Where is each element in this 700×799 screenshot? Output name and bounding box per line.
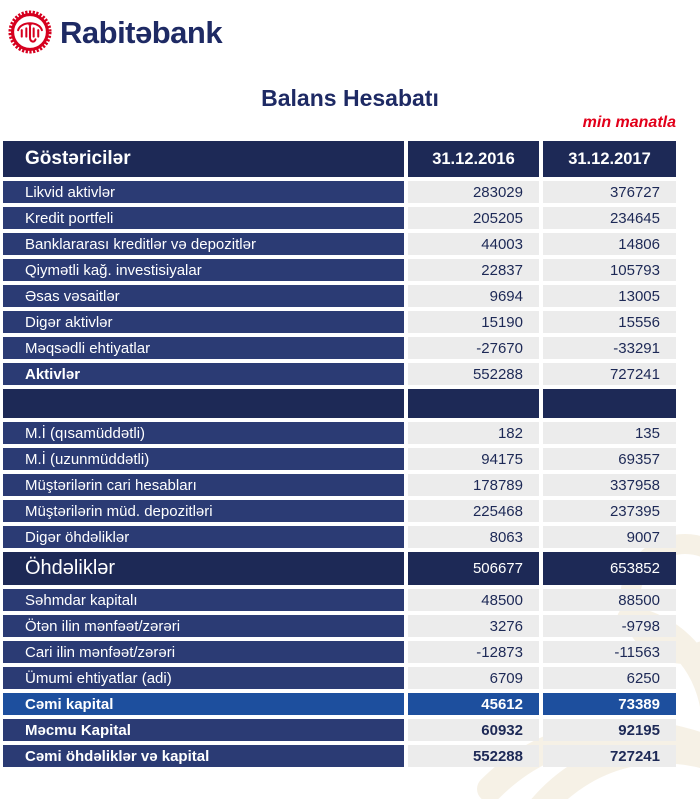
value-2016: 44003 (408, 233, 539, 255)
value-2016: -27670 (408, 337, 539, 359)
row-label: Digər aktivlər (3, 311, 404, 333)
value-2017: 337958 (543, 474, 676, 496)
value-2016: 48500 (408, 589, 539, 611)
value-2017: -11563 (543, 641, 676, 663)
value-2016: 8063 (408, 526, 539, 548)
value-2017: -9798 (543, 615, 676, 637)
row-label: M.İ (qısamüddətli) (3, 422, 404, 444)
value-2016: 15190 (408, 311, 539, 333)
brand-wordmark: Rabitəbank (60, 14, 223, 50)
row-label: Qiymətli kağ. investisiyalar (3, 259, 404, 281)
value-2016 (408, 389, 539, 418)
value-2016: 45612 (408, 693, 539, 715)
value-2017: 13005 (543, 285, 676, 307)
value-2016: 178789 (408, 474, 539, 496)
value-2016: 3276 (408, 615, 539, 637)
value-2017: 6250 (543, 667, 676, 689)
value-2017 (543, 389, 676, 418)
value-2017: 9007 (543, 526, 676, 548)
value-2017: 14806 (543, 233, 676, 255)
row-label: Kredit portfeli (3, 207, 404, 229)
value-2017: 15556 (543, 311, 676, 333)
row-label: Məcmu Kapital (3, 719, 404, 741)
value-2017: 73389 (543, 693, 676, 715)
row-label: Ötən ilin mənfəət/zərəri (3, 615, 404, 637)
value-2017: 92195 (543, 719, 676, 741)
row-label: Müştərilərin müd. depozitləri (3, 500, 404, 522)
value-2016: -12873 (408, 641, 539, 663)
value-2017: 234645 (543, 207, 676, 229)
page-title: Balans Hesabatı (261, 85, 439, 111)
unit-note: min manatla (582, 114, 676, 131)
value-2017: 727241 (543, 745, 676, 767)
row-label: Digər öhdəliklər (3, 526, 404, 548)
value-2017: 135 (543, 422, 676, 444)
row-label: Məqsədli ehtiyatlar (3, 337, 404, 359)
value-2017: 69357 (543, 448, 676, 470)
value-2016: 182 (408, 422, 539, 444)
row-label: Səhmdar kapitalı (3, 589, 404, 611)
value-2017: 653852 (543, 552, 676, 585)
row-label: Aktivlər (3, 363, 404, 385)
row-label: Likvid aktivlər (3, 181, 404, 203)
column-header-indicators: Göstəricilər (3, 141, 404, 177)
row-label: Cəmi öhdəliklər və kapital (3, 745, 404, 767)
column-header-2016: 31.12.2016 (408, 141, 539, 177)
value-2016: 552288 (408, 363, 539, 385)
row-label: Cari ilin mənfəət/zərəri (3, 641, 404, 663)
balance-table (3, 141, 676, 767)
row-label (3, 389, 404, 418)
value-2016: 283029 (408, 181, 539, 203)
value-2017: 237395 (543, 500, 676, 522)
value-2016: 552288 (408, 745, 539, 767)
column-header-2017: 31.12.2017 (543, 141, 676, 177)
row-label: Cəmi kapital (3, 693, 404, 715)
row-label: Öhdəliklər (3, 552, 404, 585)
value-2016: 22837 (408, 259, 539, 281)
value-2017: 727241 (543, 363, 676, 385)
value-2016: 9694 (408, 285, 539, 307)
value-2017: 88500 (543, 589, 676, 611)
value-2017: 376727 (543, 181, 676, 203)
value-2016: 94175 (408, 448, 539, 470)
value-2016: 225468 (408, 500, 539, 522)
row-label: Müştərilərin cari hesabları (3, 474, 404, 496)
row-label: Əsas vəsaitlər (3, 285, 404, 307)
value-2016: 60932 (408, 719, 539, 741)
row-label: M.İ (uzunmüddətli) (3, 448, 404, 470)
value-2016: 6709 (408, 667, 539, 689)
rabitabank-emblem-icon (8, 10, 52, 54)
value-2016: 506677 (408, 552, 539, 585)
row-label: Banklararası kreditlər və depozitlər (3, 233, 404, 255)
row-label: Ümumi ehtiyatlar (adi) (3, 667, 404, 689)
value-2016: 205205 (408, 207, 539, 229)
logo (0, 0, 700, 57)
value-2017: -33291 (543, 337, 676, 359)
value-2017: 105793 (543, 259, 676, 281)
